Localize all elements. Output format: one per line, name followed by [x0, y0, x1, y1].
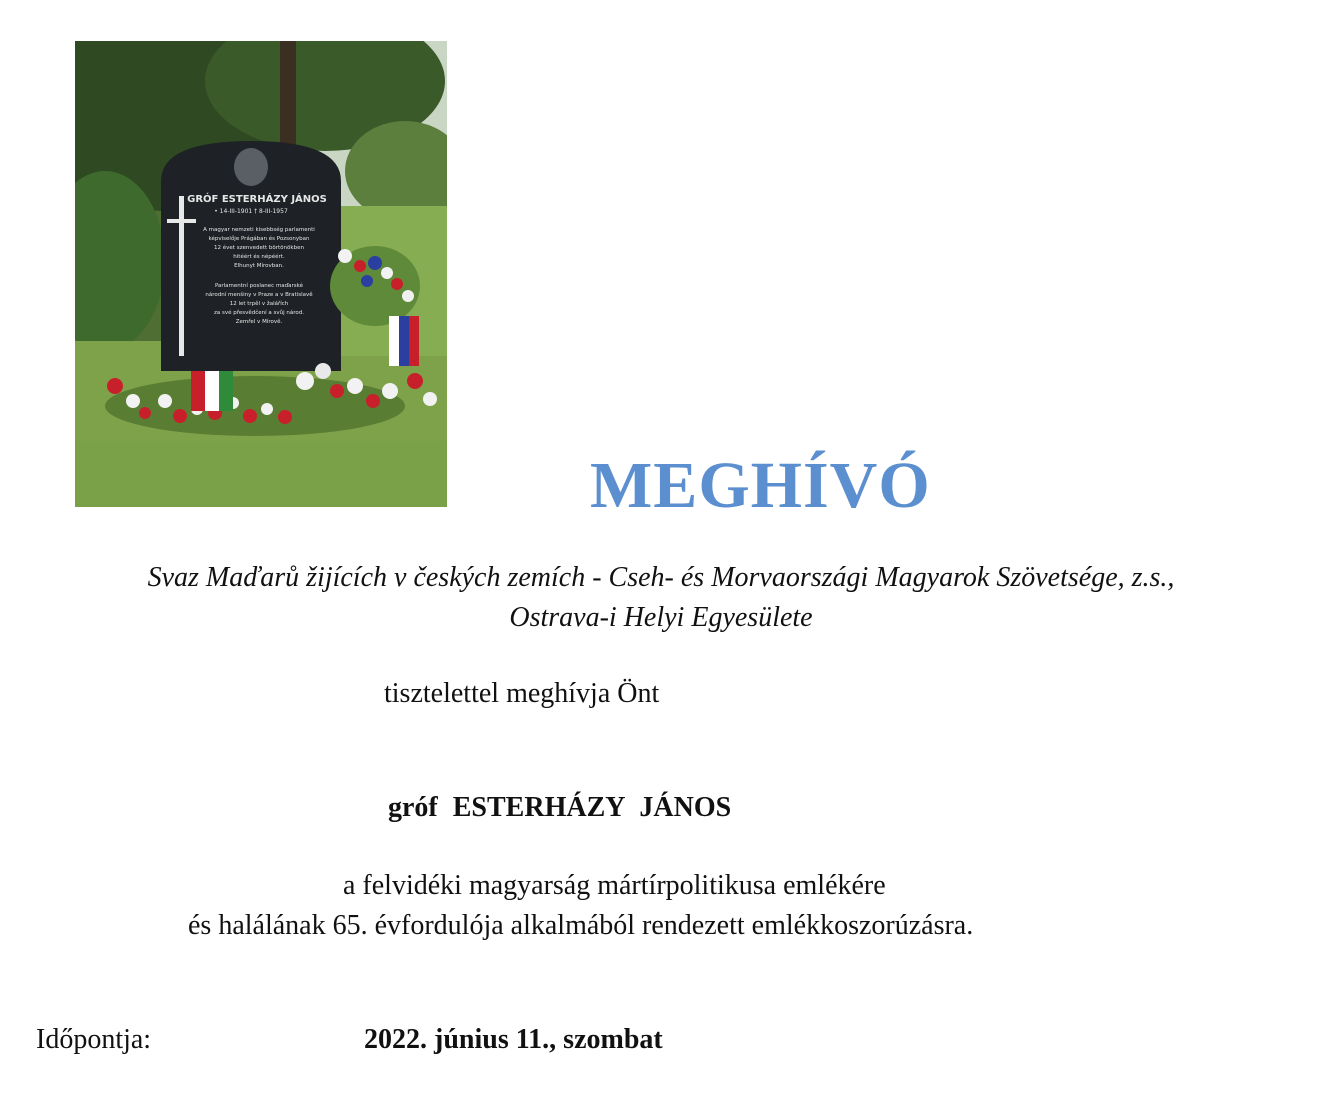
inscription-line: hitéért és népéért.: [233, 254, 285, 260]
inscription-line: za své přesvědčení a svůj národ.: [213, 310, 305, 316]
inscription-line: Zemřel v Mírově.: [235, 319, 283, 325]
organization-name-line2: Ostrava-i Helyi Egyesülete: [509, 602, 813, 633]
invitation-title: MEGHÍVÓ: [590, 449, 931, 522]
invitation-text: tisztelettel meghívja Önt: [384, 678, 660, 709]
memorial-photo: [75, 41, 447, 507]
inscription-line: GRÓF ESTERHÁZY JÁNOS: [187, 194, 327, 205]
inscription-line: 12 let trpěl v žalářích: [229, 301, 289, 307]
organization-name-line1: Svaz Maďarů žijících v českých zemích - Cseh- és Morvaországi Magyarok Szövetsége, z.s.,: [147, 562, 1175, 593]
inscription-line: Elhunyt Mírovban.: [234, 263, 284, 269]
date-value: 2022. június 11., szombat: [364, 1024, 663, 1055]
honoree-name: gróf ESTERHÁZY JÁNOS: [388, 792, 732, 823]
memorial-text-line1: a felvidéki magyarság mártírpolitikusa emlékére: [343, 870, 886, 901]
memorial-text-line2: és halálának 65. évfordulója alkalmából rendezett emlékkoszorúzásra.: [188, 910, 974, 941]
inscription-line: • 14-III-1901 † 8-III-1957: [214, 208, 288, 215]
inscription-line: A magyar nemzeti kisebbség parlamenti: [203, 227, 315, 233]
date-label: Időpontja:: [36, 1024, 152, 1055]
inscription-line: Parlamentní poslanec maďarské: [214, 283, 304, 289]
inscription-line: képviselője Prágában és Pozsonyban: [208, 236, 310, 242]
inscription-line: 12 évet szenvedett börtönökben: [214, 245, 304, 251]
inscription-line: národní menšiny v Praze a v Bratislavě: [205, 292, 313, 298]
